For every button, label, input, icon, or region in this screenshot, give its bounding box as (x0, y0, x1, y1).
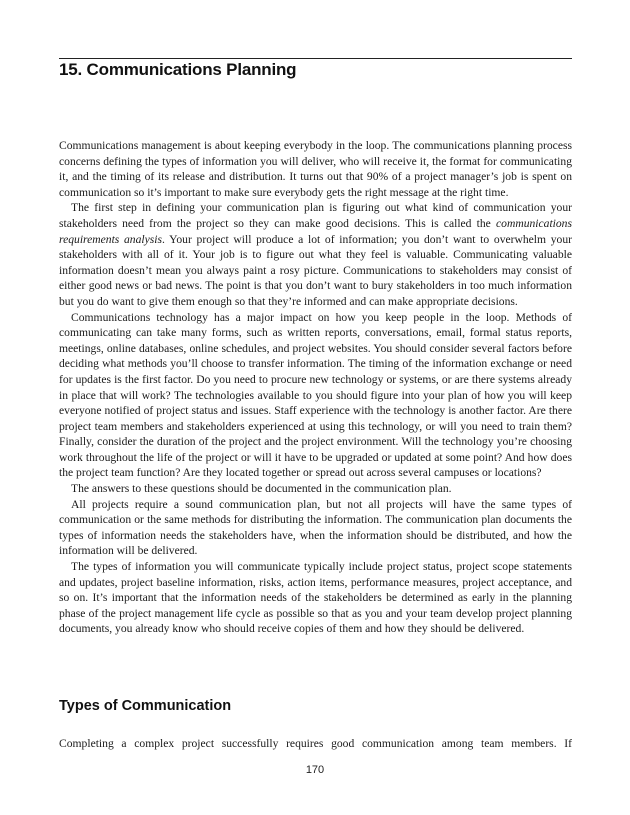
chapter-top-rule (59, 58, 572, 59)
paragraph-communication-plan: All projects require a sound communication plan, but not all projects will have the same types of communication or the same methods for distributing the information. The communication plan documents the types of information needs the stakeholders have, when the information should be distributed, and how the information will be delivered. (59, 497, 572, 558)
section-heading: Types of Communication (59, 698, 232, 714)
paragraph-requirements-analysis (59, 200, 572, 309)
paragraph-answers: The answers to these questions should be documented in the communication plan. (71, 482, 452, 496)
chapter-body (59, 138, 572, 637)
paragraph-intro: Communications management is about keeping everybody in the loop. The communications planning process concerns defining the types of information you will deliver, who will receive it, the format for communicating it, and the timing of its release and distribution. It turns out that 90% of a project manager’s job is spent on communication so it’s important to make sure everybody gets the right message at the right time. (59, 139, 572, 199)
paragraph-text-before: The first step in defining your communication plan is figuring out what kind of communication your stakeholders need from the project so they can make good decisions. This is called the (59, 201, 572, 230)
paragraph-communications-technology: Communications technology has a major impact on how you keep people in the loop. Methods of communicating can take many forms, such as written reports, conversations, email, formal status reports, meetings, online databases, online schedules, and project websites. You should consider several factors before deciding what methods you’ll choose to transfer information. The timing of the information exchange or need for updates is the first factor. Do you need to procure new technology or systems, or are there systems already in place that will work? The technologies available to you should figure into your plan of how you will keep everyone notified of project status and issues. Staff experience with the technology is another factor. Are there project team members and stakeholders experienced at using this technology, or will you need to train them? Finally, consider the duration of the project and the project environment. Will the technology you’re choosing work throughout the life of the project or will it have to be upgraded or updated at some point? And how does the project team function? Are they located together or spread out across several campuses or locations? (59, 310, 572, 480)
paragraph-text-after: . Your project will produce a lot of information; you don’t want to overwhelm your stakeholders with all of it. Your job is to figure out what they feel is valuable. Communicating valuable information doesn’t mean you always paint a rosy picture. Communications to stakeholders may consist of either good news or bad news. The point is that you don’t want to bury stakeholders in too much information but you do want to give them enough so that they’re informed and can make appropriate decisions. (59, 232, 572, 308)
emphasized-term: communications requirements analysis (59, 216, 572, 246)
page-number: 170 (305, 764, 325, 776)
paragraph-information-types: The types of information you will communicate typically include project status, project scope statements and updates, project baseline information, risks, action items, performance measures, project acceptance, and so on. It’s important that the information needs of the stakeholders be determined as early in the planning phase of the project management life cycle as possible so that as you and your team develop project planning documents, you already know who should receive copies of them and how they should be delivered. (59, 560, 572, 636)
chapter-title: 15. Communications Planning (59, 60, 297, 79)
section-paragraph: Completing a complex project successfully requires good communication among team members. If (59, 737, 572, 750)
